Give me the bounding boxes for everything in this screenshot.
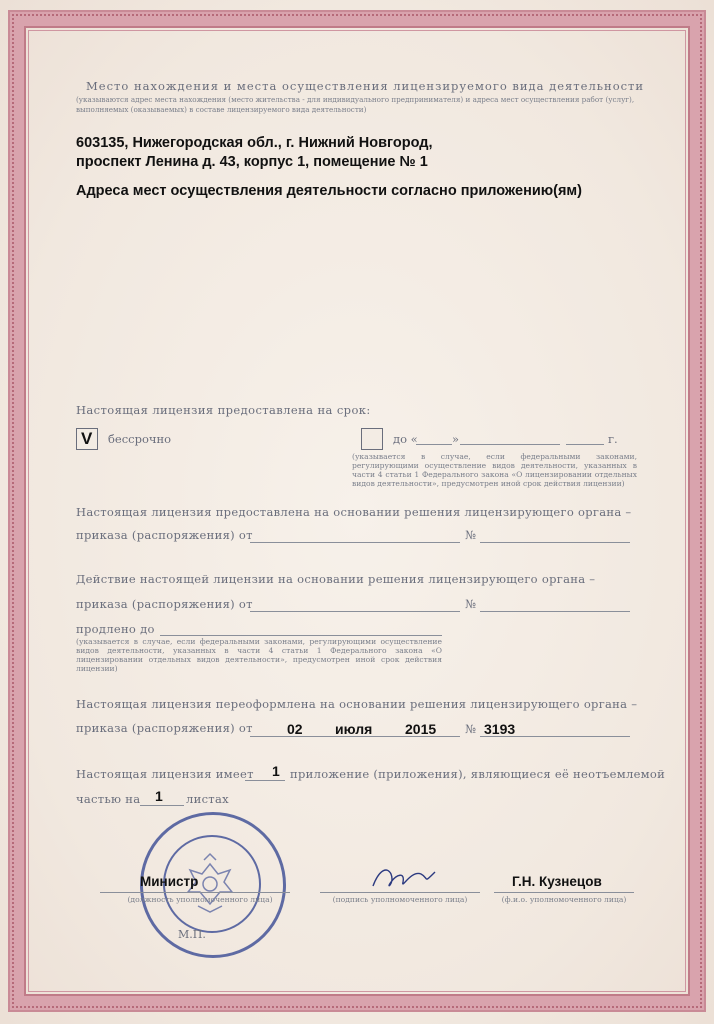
until-day-line [416, 444, 452, 445]
seal-place-label: М.П. [178, 928, 206, 941]
extension-number-sign: № [465, 597, 476, 611]
reissue-year: 2015 [405, 721, 437, 737]
sheets-count: 1 [155, 788, 163, 804]
until-checkbox [361, 428, 383, 450]
appendix-count-line [245, 780, 285, 781]
header-note-1: (указываются адрес места нахождения (место жительства - для индивидуального предпринимателя) и адреса мест осуществления работ (услуг), [76, 95, 635, 104]
position-line [100, 892, 290, 893]
basis-label: Настоящая лицензия предоставлена на основании решения лицензирующего органа – [76, 505, 632, 519]
sheets-line [140, 805, 184, 806]
extended-until-line [160, 635, 442, 636]
appendices-text-1: Настоящая лицензия имеет [76, 767, 254, 781]
basis-number-sign: № [465, 528, 476, 542]
reissue-month: июля [335, 721, 373, 737]
term-label: Настоящая лицензия предоставлена на срок: [76, 403, 371, 417]
appendix-count: 1 [272, 763, 280, 779]
address-line-2: проспект Ленина д. 43, корпус 1, помещение № 1 [76, 154, 428, 170]
name-caption: (ф.и.о. уполномоченного лица) [501, 895, 627, 904]
until-year-line [566, 444, 604, 445]
name-line [494, 892, 634, 893]
reissue-number-sign: № [465, 722, 476, 736]
reissue-day: 02 [287, 721, 303, 737]
signature-line [320, 892, 480, 893]
term-note: (указывается в случае, если федеральными законами, регулирующими осуществление видов деятельности, указанных в части 4 статьи 1 Федерального закона «О лицензировании отдельных видов деятельности», предусмотрен иной срок действия лицензии) [352, 452, 637, 488]
header-title: Место нахождения и места осуществления лицензируемого вида деятельности [86, 79, 645, 93]
appendix-address-note: Адреса мест осуществления деятельности согласно приложению(ям) [76, 183, 582, 199]
signer-name: Г.Н. Кузнецов [512, 874, 602, 889]
indefinite-checkbox [76, 428, 98, 450]
signature-caption: (подпись уполномоченного лица) [332, 895, 468, 904]
appendices-text-4: листах [186, 792, 229, 806]
reissue-order-label: приказа (распоряжения) от [76, 721, 253, 735]
basis-date-line [250, 542, 460, 543]
address-line-1: 603135, Нижегородская обл., г. Нижний Новгород, [76, 135, 433, 151]
handwritten-signature [365, 862, 445, 894]
header-note-2: выполняемых (оказываемых) в составе лицензируемого вида деятельности) [76, 105, 367, 114]
reissue-number-line [480, 736, 630, 737]
extension-note: (указывается в случае, если федеральными законами, регулирующими осуществление видов деятельности, указанных в части 4 статьи 1 Федерального закона «О лицензировании отдельных видов деятельности», предусмотрен иной срок действия лицензии) [76, 637, 442, 673]
signer-position: Министр [140, 874, 199, 889]
until-mid: » [452, 432, 460, 446]
until-month-line [460, 444, 560, 445]
appendices-text-3: частью на [76, 792, 141, 806]
position-caption: (должность уполномоченного лица) [127, 895, 273, 904]
reissue-label: Настоящая лицензия переоформлена на основании решения лицензирующего органа – [76, 697, 638, 711]
appendices-text-2: приложение (приложения), являющиеся её неотъемлемой [290, 767, 666, 781]
basis-number-line [480, 542, 630, 543]
extension-label: Действие настоящей лицензии на основании решения лицензирующего органа – [76, 572, 596, 586]
extended-until-label: продлено до [76, 622, 155, 636]
extension-date-line [250, 611, 460, 612]
indefinite-label: бессрочно [108, 432, 172, 446]
reissue-number: 3193 [484, 721, 516, 737]
extension-order-label: приказа (распоряжения) от [76, 597, 253, 611]
until-prefix: до « [393, 432, 418, 446]
check-mark: V [81, 429, 93, 448]
basis-order-label: приказа (распоряжения) от [76, 528, 253, 542]
extension-number-line [480, 611, 630, 612]
until-suffix: г. [608, 432, 618, 446]
